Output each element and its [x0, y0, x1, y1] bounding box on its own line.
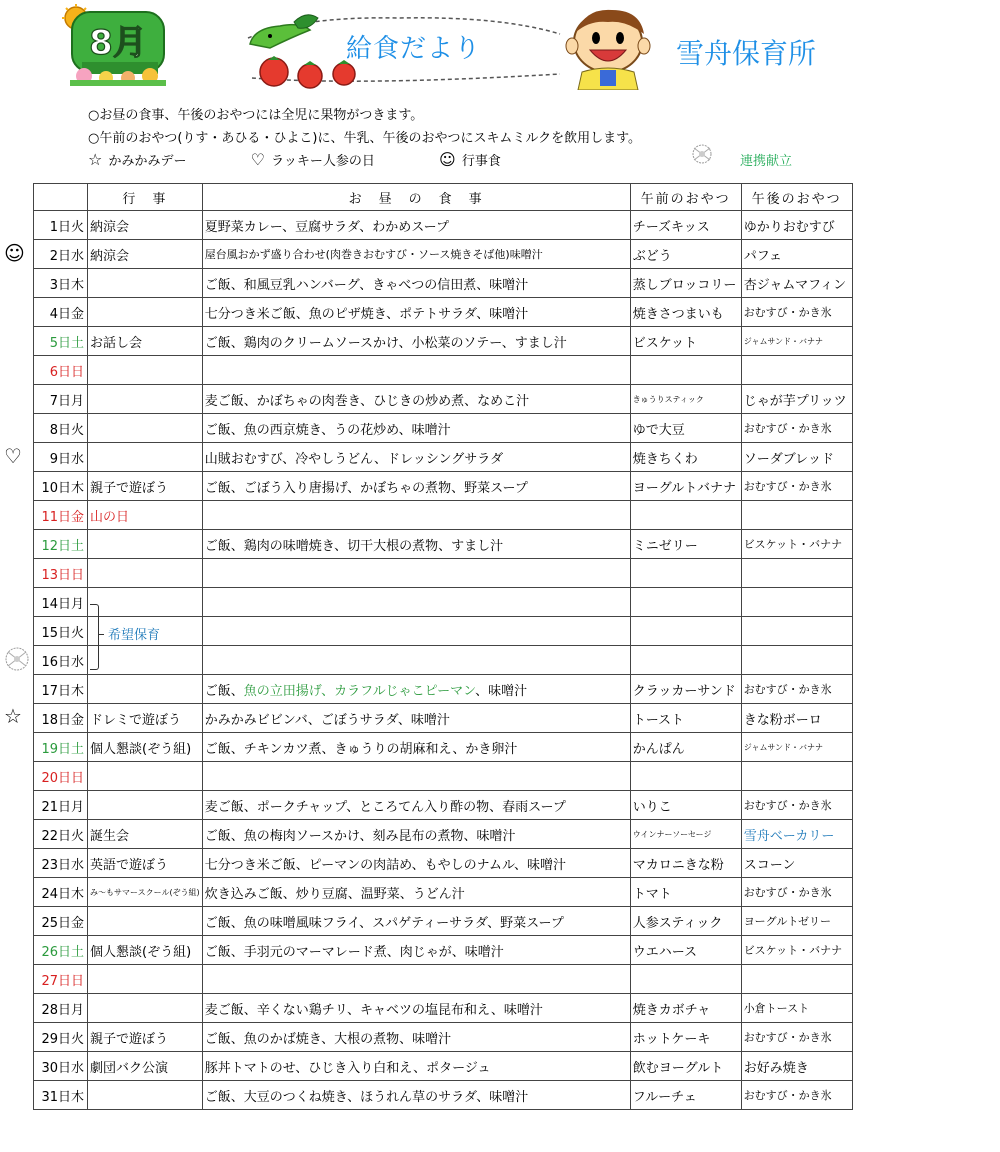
header-event: 行 事 [88, 184, 203, 211]
row-pm-snack [741, 617, 852, 646]
row-am-snack [630, 356, 741, 385]
row-pm-snack: おむすび・かき氷 [741, 1081, 852, 1110]
row-pm-snack: パフェ [741, 240, 852, 269]
table-row [34, 240, 853, 269]
lunch-part: 、味噌汁 [475, 683, 528, 699]
row-lunch: ご飯、魚の梅肉ソースかけ、刻み昆布の煮物、味噌汁 [202, 820, 630, 849]
row-pm-snack: 雪舟ベーカリー [741, 820, 852, 849]
table-row [34, 733, 853, 762]
row-lunch: ご飯、和風豆乳ハンバーグ、きゃべつの信田煮、味噌汁 [202, 269, 630, 298]
row-date: 12日土 [34, 530, 88, 559]
heart-outline-icon: ♡ [4, 444, 22, 468]
row-lunch [202, 675, 630, 704]
row-event: 親子で遊ぼう [88, 1023, 203, 1052]
row-am-snack: トースト [630, 704, 741, 733]
row-lunch [202, 588, 630, 617]
row-date: 31日木 [34, 1081, 88, 1110]
row-pm-snack: おむすび・かき氷 [741, 298, 852, 327]
table-row [34, 1052, 853, 1081]
row-am-snack [630, 501, 741, 530]
row-event [88, 907, 203, 936]
row-am-snack: いりこ [630, 791, 741, 820]
row-lunch [202, 356, 630, 385]
kibou-hoiku-label: 希望保育 [108, 628, 161, 643]
row-date: 15日火 [34, 617, 88, 646]
row-lunch: 山賊おむすび、冷やしうどん、ドレッシングサラダ [202, 443, 630, 472]
mascot-boy-icon [556, 6, 660, 90]
row-am-snack: トマト [630, 878, 741, 907]
row-lunch: かみかみビビンバ、ごぼうサラダ、味噌汁 [202, 704, 630, 733]
row-pm-snack: おむすび・かき氷 [741, 472, 852, 501]
row-lunch: 屋台風おかず盛り合わせ(肉巻きおむすび・ソース焼きそば他)味噌汁 [202, 240, 630, 269]
row-date: 22日火 [34, 820, 88, 849]
header-am-snack: 午前のおやつ [630, 184, 741, 211]
row-lunch: ご飯、チキンカツ煮、きゅうりの胡麻和え、かき卵汁 [202, 733, 630, 762]
row-am-snack: ウインナーソーセージ [630, 820, 741, 849]
row-event [88, 298, 203, 327]
row-event: 個人懇談(ぞう組) [88, 733, 203, 762]
heart-outline-icon: ♡ [250, 150, 265, 169]
table-row [34, 936, 853, 965]
row-event: 山の日 [88, 501, 203, 530]
row-date: 2日水 [34, 240, 88, 269]
row-am-snack [630, 762, 741, 791]
smiley-face-icon: ☺ [4, 241, 25, 265]
row-event [88, 646, 203, 675]
row-event: 納涼会 [88, 211, 203, 240]
row-pm-snack: おむすび・かき氷 [741, 1023, 852, 1052]
table-row [34, 414, 853, 443]
row-lunch: 七分つき米ご飯、ピーマンの肉詰め、もやしのナムル、味噌汁 [202, 849, 630, 878]
table-row [34, 907, 853, 936]
row-am-snack: 人参スティック [630, 907, 741, 936]
table-row [34, 356, 853, 385]
row-lunch: ご飯、魚の味噌風味フライ、スパゲティーサラダ、野菜スープ [202, 907, 630, 936]
row-event [88, 385, 203, 414]
note-fruit: ○お昼の食事、午後のおやつには全児に果物がつきます。 [88, 108, 424, 123]
row-pm-snack [741, 559, 852, 588]
table-row [34, 530, 853, 559]
lunch-part: ご飯、 [204, 683, 244, 699]
row-lunch: ご飯、ごぼう入り唐揚げ、かぼちゃの煮物、野菜スープ [202, 472, 630, 501]
row-event: 親子で遊ぼう [88, 472, 203, 501]
row-lunch [202, 559, 630, 588]
row-lunch: 炊き込みご飯、炒り豆腐、温野菜、うどん汁 [202, 878, 630, 907]
row-event: 誕生会 [88, 820, 203, 849]
table-row [34, 704, 853, 733]
row-event [88, 965, 203, 994]
menu-table [33, 183, 853, 1110]
row-date: 30日水 [34, 1052, 88, 1081]
lunch-part: 魚の立田揚げ、カラフルじゃこピーマン [243, 683, 476, 699]
kibou-bracket [90, 604, 99, 670]
row-event [88, 1081, 203, 1110]
row-lunch: ご飯、魚の西京焼き、うの花炒め、味噌汁 [202, 414, 630, 443]
table-row [34, 385, 853, 414]
row-pm-snack: ビスケット・バナナ [741, 530, 852, 559]
row-pm-snack [741, 646, 852, 675]
row-date: 5日土 [34, 327, 88, 356]
row-event: お話し会 [88, 327, 203, 356]
row-event: 個人懇談(ぞう組) [88, 936, 203, 965]
row-date: 19日土 [34, 733, 88, 762]
row-date: 14日月 [34, 588, 88, 617]
row-date: 13日日 [34, 559, 88, 588]
row-date: 24日木 [34, 878, 88, 907]
row-am-snack: 焼きカボチャ [630, 994, 741, 1023]
row-pm-snack [741, 356, 852, 385]
row-pm-snack: じゃが芋プリッツ [741, 385, 852, 414]
table-row [34, 1023, 853, 1052]
row-lunch [202, 762, 630, 791]
row-event: 英語で遊ぼう [88, 849, 203, 878]
table-row [34, 327, 853, 356]
row-pm-snack: スコーン [741, 849, 852, 878]
renkei-sticker-icon [688, 142, 716, 166]
table-row [34, 472, 853, 501]
row-date: 28日月 [34, 994, 88, 1023]
school-name: 雪舟保育所 [676, 37, 817, 70]
note-milk: ○午前のおやつ(りす・あひる・ひよこ)に、牛乳、午後のおやつにスキムミルクを飲用します。 [88, 131, 642, 146]
row-pm-snack: 杏ジャムマフィン [741, 269, 852, 298]
table-row [34, 269, 853, 298]
row-date: 25日金 [34, 907, 88, 936]
row-event [88, 356, 203, 385]
legend-event-meal: ☺ 行事食 [439, 150, 501, 169]
row-pm-snack: おむすび・かき氷 [741, 791, 852, 820]
row-am-snack: 焼きさつまいも [630, 298, 741, 327]
table-row [34, 994, 853, 1023]
row-lunch: ご飯、魚のかば焼き、大根の煮物、味噌汁 [202, 1023, 630, 1052]
row-pm-snack: おむすび・かき氷 [741, 414, 852, 443]
row-date: 27日日 [34, 965, 88, 994]
table-row [34, 211, 853, 240]
header-date [34, 184, 88, 211]
row-lunch: 麦ご飯、辛くない鶏チリ、キャベツの塩昆布和え、味噌汁 [202, 994, 630, 1023]
row-lunch: 麦ご飯、ポークチャップ、ところてん入り酢の物、春雨スープ [202, 791, 630, 820]
row-am-snack: 焼きちくわ [630, 443, 741, 472]
page-title: 給食だより [346, 34, 482, 64]
table-row [34, 646, 853, 675]
row-pm-snack: 小倉トースト [741, 994, 852, 1023]
row-event [88, 443, 203, 472]
row-am-snack [630, 588, 741, 617]
row-am-snack: ヨーグルトバナナ [630, 472, 741, 501]
row-pm-snack: ゆかりおむすび [741, 211, 852, 240]
row-pm-snack [741, 762, 852, 791]
table-row [34, 878, 853, 907]
row-am-snack: ゆで大豆 [630, 414, 741, 443]
row-event [88, 994, 203, 1023]
row-date: 11日金 [34, 501, 88, 530]
row-event [88, 530, 203, 559]
legend [88, 150, 561, 169]
row-am-snack: ウエハース [630, 936, 741, 965]
row-pm-snack: ビスケット・バナナ [741, 936, 852, 965]
table-row [34, 965, 853, 994]
row-event: 劇団バク公演 [88, 1052, 203, 1081]
row-am-snack: きゅうりスティック [630, 385, 741, 414]
row-date: 23日水 [34, 849, 88, 878]
kibou-bracket-tick [98, 634, 104, 635]
table-row [34, 762, 853, 791]
header-lunch: お 昼 の 食 事 [202, 184, 630, 211]
row-pm-snack: お好み焼き [741, 1052, 852, 1081]
row-am-snack: チーズキッス [630, 211, 741, 240]
table-row [34, 443, 853, 472]
row-event: ドレミで遊ぼう [88, 704, 203, 733]
row-am-snack: ホットケーキ [630, 1023, 741, 1052]
row-date: 26日土 [34, 936, 88, 965]
row-am-snack: マカロニきな粉 [630, 849, 741, 878]
star-outline-icon: ☆ [4, 704, 22, 728]
row-lunch: 麦ご飯、かぼちゃの肉巻き、ひじきの炒め煮、なめこ汁 [202, 385, 630, 414]
row-lunch: 豚丼トマトのせ、ひじき入り白和え、ポタージュ [202, 1052, 630, 1081]
table-row [34, 849, 853, 878]
row-event [88, 414, 203, 443]
row-date: 7日月 [34, 385, 88, 414]
row-am-snack: フルーチェ [630, 1081, 741, 1110]
row-lunch: ご飯、大豆のつくね焼き、ほうれん草のサラダ、味噌汁 [202, 1081, 630, 1110]
table-row [34, 1081, 853, 1110]
row-am-snack: 蒸しブロッコリー [630, 269, 741, 298]
row-date: 3日木 [34, 269, 88, 298]
legend-kamikami: ☆ かみかみデー [88, 150, 187, 169]
row-date: 20日日 [34, 762, 88, 791]
star-outline-icon: ☆ [88, 150, 103, 169]
row-event [88, 675, 203, 704]
table-row [34, 298, 853, 327]
table-row [34, 559, 853, 588]
table-row [34, 588, 853, 617]
row-am-snack: ミニゼリー [630, 530, 741, 559]
row-event [88, 588, 203, 617]
table-row [34, 820, 853, 849]
header-pm-snack: 午後のおやつ [741, 184, 852, 211]
row-pm-snack: おむすび・かき氷 [741, 878, 852, 907]
row-am-snack [630, 617, 741, 646]
row-date: 16日水 [34, 646, 88, 675]
row-date: 18日金 [34, 704, 88, 733]
row-lunch: ご飯、手羽元のマーマレード煮、肉じゃが、味噌汁 [202, 936, 630, 965]
row-event [88, 762, 203, 791]
table-row [34, 791, 853, 820]
row-lunch: 七分つき米ご飯、魚のピザ焼き、ポテトサラダ、味噌汁 [202, 298, 630, 327]
row-lunch [202, 646, 630, 675]
row-event [88, 269, 203, 298]
row-pm-snack [741, 501, 852, 530]
row-pm-snack: ヨーグルトゼリー [741, 907, 852, 936]
table-header-row [34, 184, 853, 211]
row-lunch: ご飯、鶏肉のクリームソースかけ、小松菜のソテー、すまし汁 [202, 327, 630, 356]
row-lunch: ご飯、鶏肉の味噌焼き、切干大根の煮物、すまし汁 [202, 530, 630, 559]
row-date: 6日日 [34, 356, 88, 385]
row-date: 10日木 [34, 472, 88, 501]
table-row [34, 675, 853, 704]
row-event: み～もサマースクール(ぞう組) [88, 878, 203, 907]
row-pm-snack: ジャムサンド・バナナ [741, 327, 852, 356]
row-pm-snack: ソーダブレッド [741, 443, 852, 472]
row-date: 9日水 [34, 443, 88, 472]
row-am-snack: ぶどう [630, 240, 741, 269]
month-label: 8月 [89, 23, 147, 63]
row-date: 8日火 [34, 414, 88, 443]
table-row [34, 501, 853, 530]
row-event [88, 791, 203, 820]
row-date: 1日火 [34, 211, 88, 240]
row-am-snack: クラッカーサンド [630, 675, 741, 704]
row-am-snack: 飲むヨーグルト [630, 1052, 741, 1081]
row-date: 17日木 [34, 675, 88, 704]
row-pm-snack: おむすび・かき氷 [741, 675, 852, 704]
legend-lucky: ♡ ラッキー人参の日 [250, 150, 375, 169]
row-am-snack [630, 559, 741, 588]
row-lunch: 夏野菜カレー、豆腐サラダ、わかめスープ [202, 211, 630, 240]
renkei-sticker-icon [2, 644, 32, 674]
row-pm-snack: ジャムサンド・バナナ [741, 733, 852, 762]
row-pm-snack: きな粉ボーロ [741, 704, 852, 733]
row-event: 納涼会 [88, 240, 203, 269]
row-lunch [202, 501, 630, 530]
smiley-face-icon: ☺ [439, 150, 456, 169]
row-am-snack [630, 965, 741, 994]
month-badge [62, 4, 174, 88]
row-lunch [202, 617, 630, 646]
row-pm-snack [741, 965, 852, 994]
row-event [88, 559, 203, 588]
row-date: 29日火 [34, 1023, 88, 1052]
row-pm-snack [741, 588, 852, 617]
legend-renkei: 連携献立 [740, 154, 793, 169]
row-date: 21日月 [34, 791, 88, 820]
row-am-snack [630, 646, 741, 675]
row-lunch [202, 965, 630, 994]
row-date: 4日金 [34, 298, 88, 327]
row-am-snack: ビスケット [630, 327, 741, 356]
row-am-snack: かんぱん [630, 733, 741, 762]
